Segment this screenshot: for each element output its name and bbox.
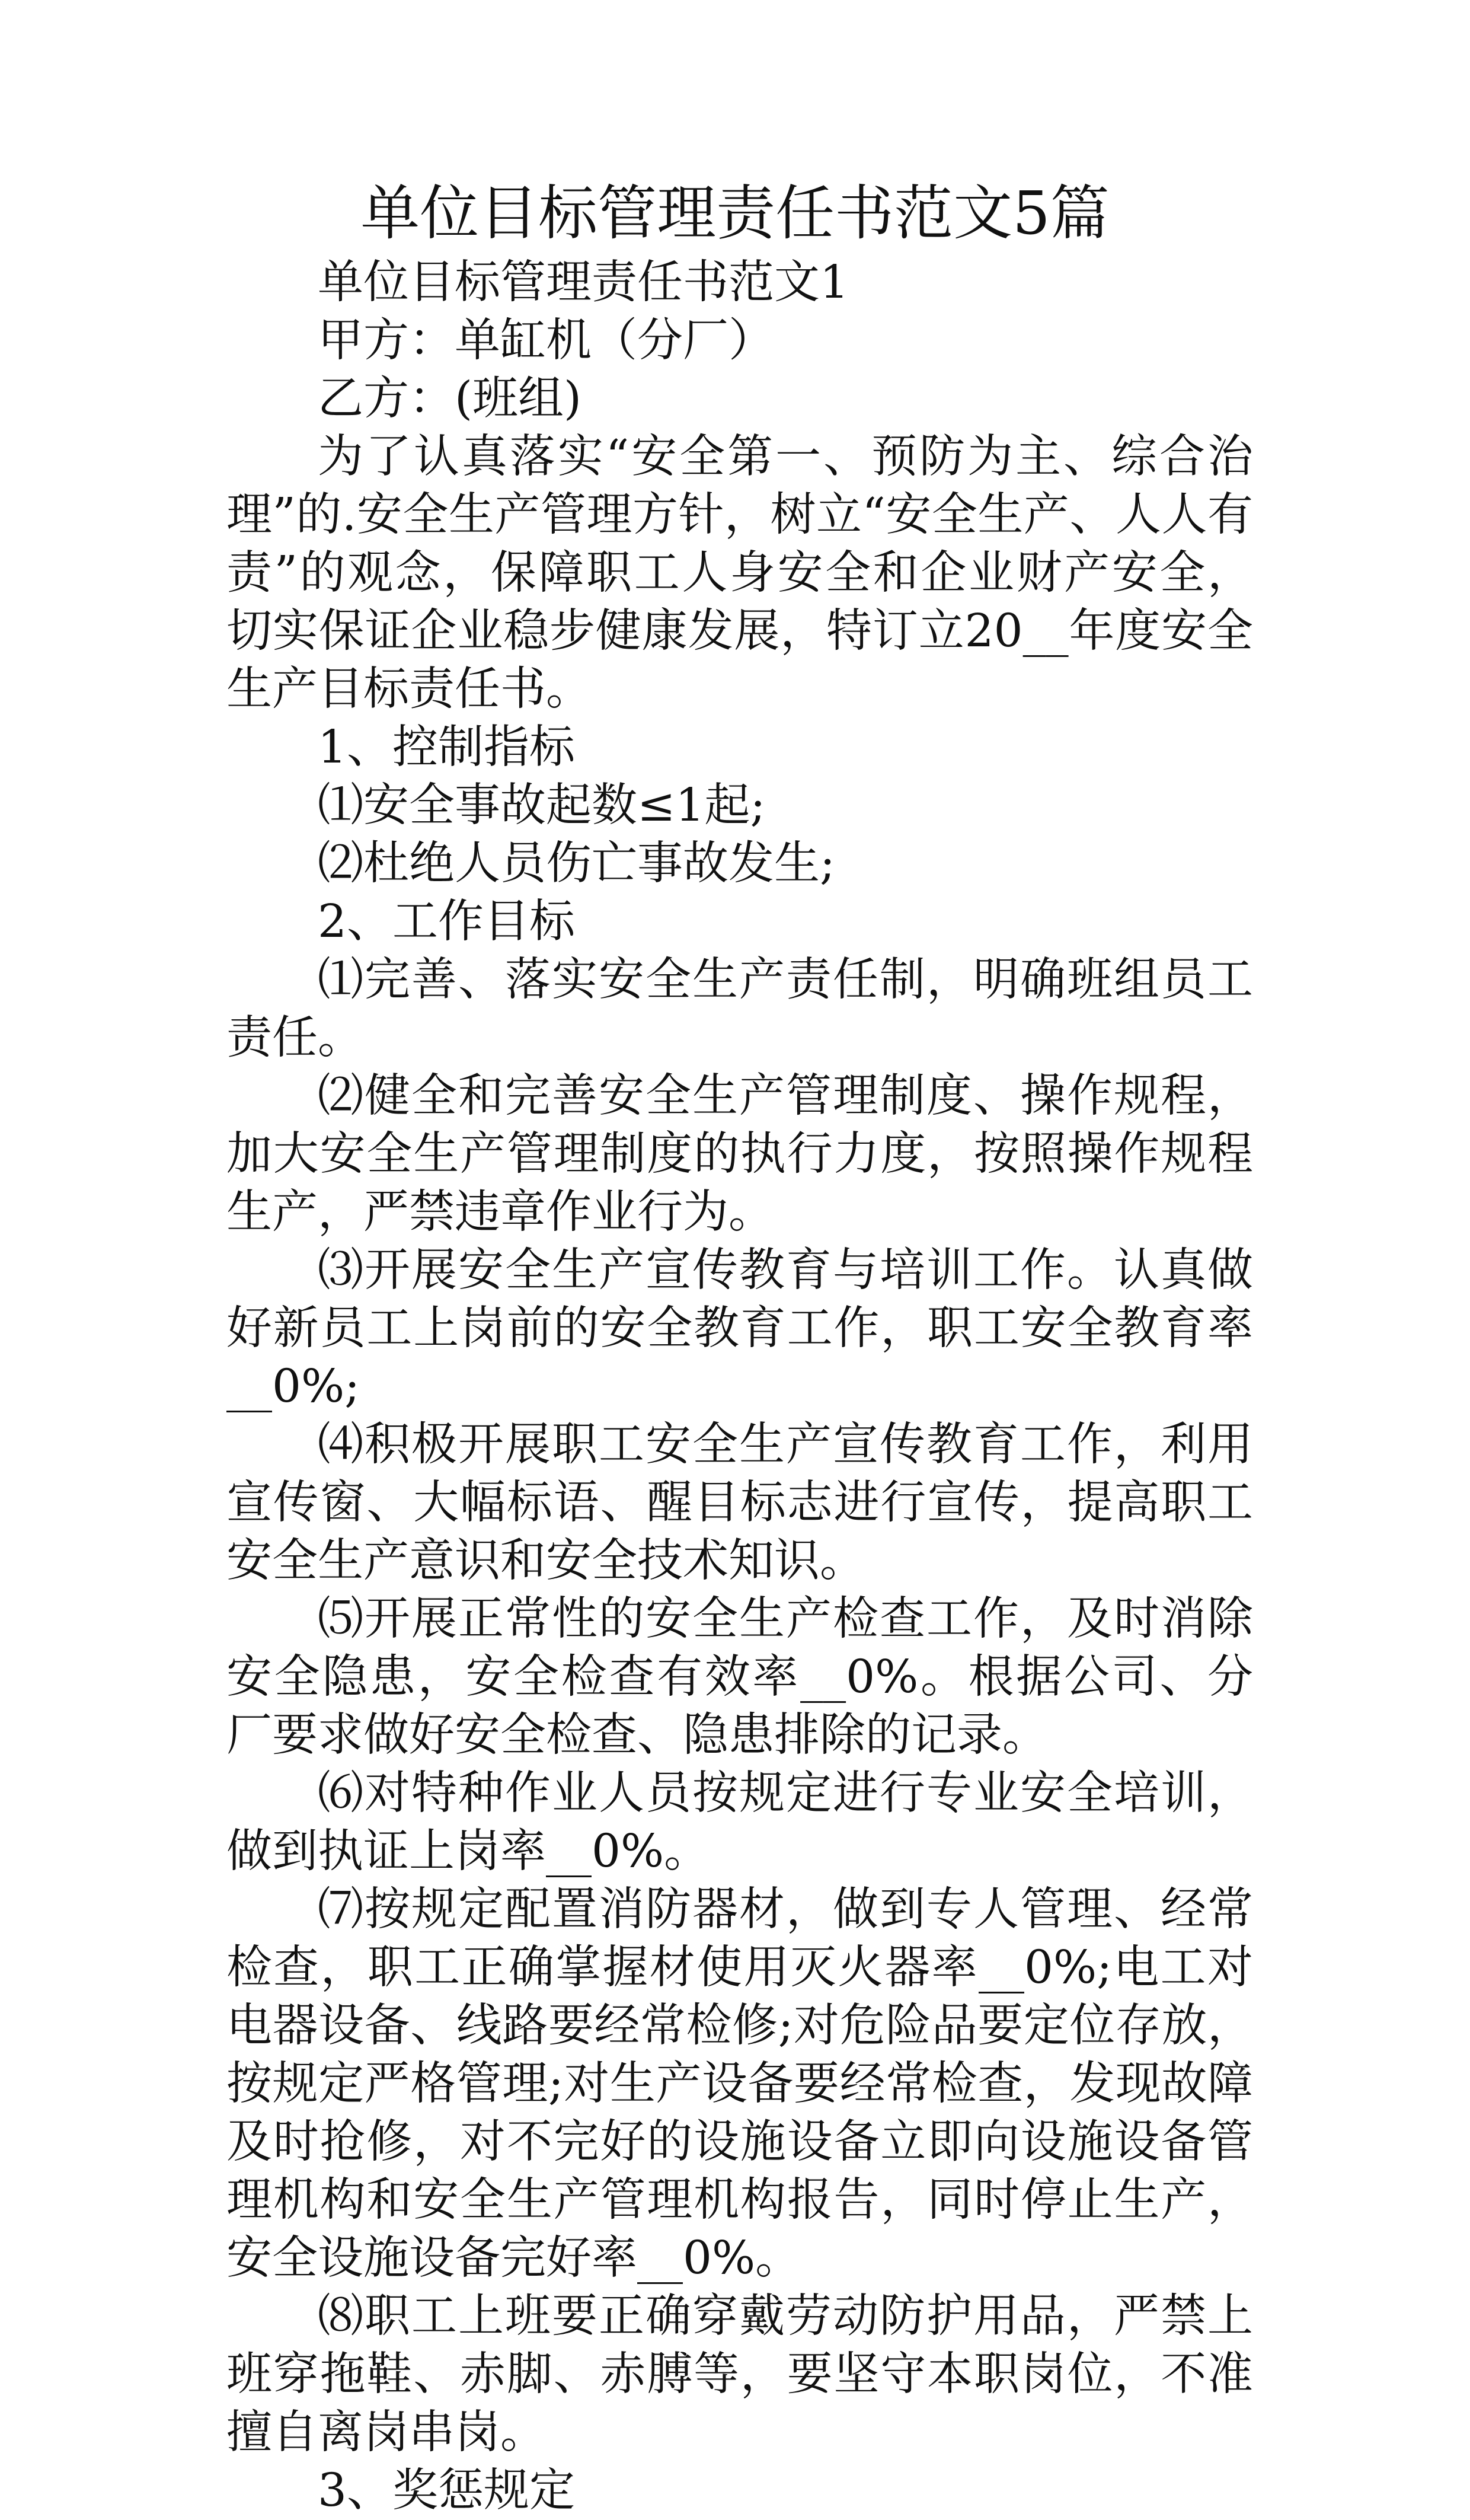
intro-paragraph: 为了认真落实“安全第一、预防为主、综合治理”的.安全生产管理方针，树立“安全生产、人人有责”的观念，保障职工人身安全和企业财产安全，切实保证企业稳步健康发展，特订立20__年度安全生产目标责任书。 [226,430,1253,716]
heading-control-indicators: 1、控制指标 [318,721,575,774]
document-body [226,254,1253,2520]
list-item: ⑴安全事故起数≤1起; [318,779,766,832]
document-title: 单位目标管理责任书范文5篇 [360,178,1110,248]
list-item: ⑵杜绝人员伤亡事故发生; [318,837,835,890]
list-item: ⑶开展安全生产宣传教育与培训工作。认真做好新员工上岗前的安全教育工作，职工安全教育率__0%; [226,1244,1253,1413]
list-item: ⑹对特种作业人员按规定进行专业安全培训，做到执证上岗率__0%。 [226,1767,1253,1878]
list-item: ⑵健全和完善安全生产管理制度、操作规程，加大安全生产管理制度的执行力度，按照操作规程生产，严禁违章作业行为。 [226,1070,1253,1239]
list-item: ⑻职工上班要正确穿戴劳动防护用品，严禁上班穿拖鞋、赤脚、赤膊等，要坚守本职岗位，不准擅自离岗串岗。 [226,2290,1253,2459]
party-b: 乙方：(班组) [318,372,582,425]
list-item: ⑸开展正常性的安全生产检查工作，及时消除安全隐患，安全检查有效率__0%。根据公司、分厂要求做好安全检查、隐患排除的记录。 [226,1593,1253,1762]
section-heading: 单位目标管理责任书范文1 [318,256,849,309]
list-item: ⑺按规定配置消防器材，做到专人管理、经常检查，职工正确掌握材使用灭火器率__0%;电工对电器设备、线路要经常检修;对危险品要定位存放，按规定严格管理;对生产设备要经常检查，发现故障及时抢修，对不完好的设施设备立即向设施设备管理机构和安全生产管理机构报告，同时停止生产，安全设施设备完好率__0%。 [226,1883,1253,2285]
heading-rewards-penalties: 3、奖惩规定 [318,2464,575,2517]
party-a: 甲方：单缸机（分厂） [318,314,774,367]
list-item: ⑴完善、落实安全生产责任制，明确班组员工责任。 [226,953,1253,1064]
list-item: ⑷积极开展职工安全生产宣传教育工作，利用宣传窗、大幅标语、醒目标志进行宣传，提高职工安全生产意识和安全技术知识。 [226,1418,1253,1587]
heading-work-goals: 2、工作目标 [318,895,575,948]
